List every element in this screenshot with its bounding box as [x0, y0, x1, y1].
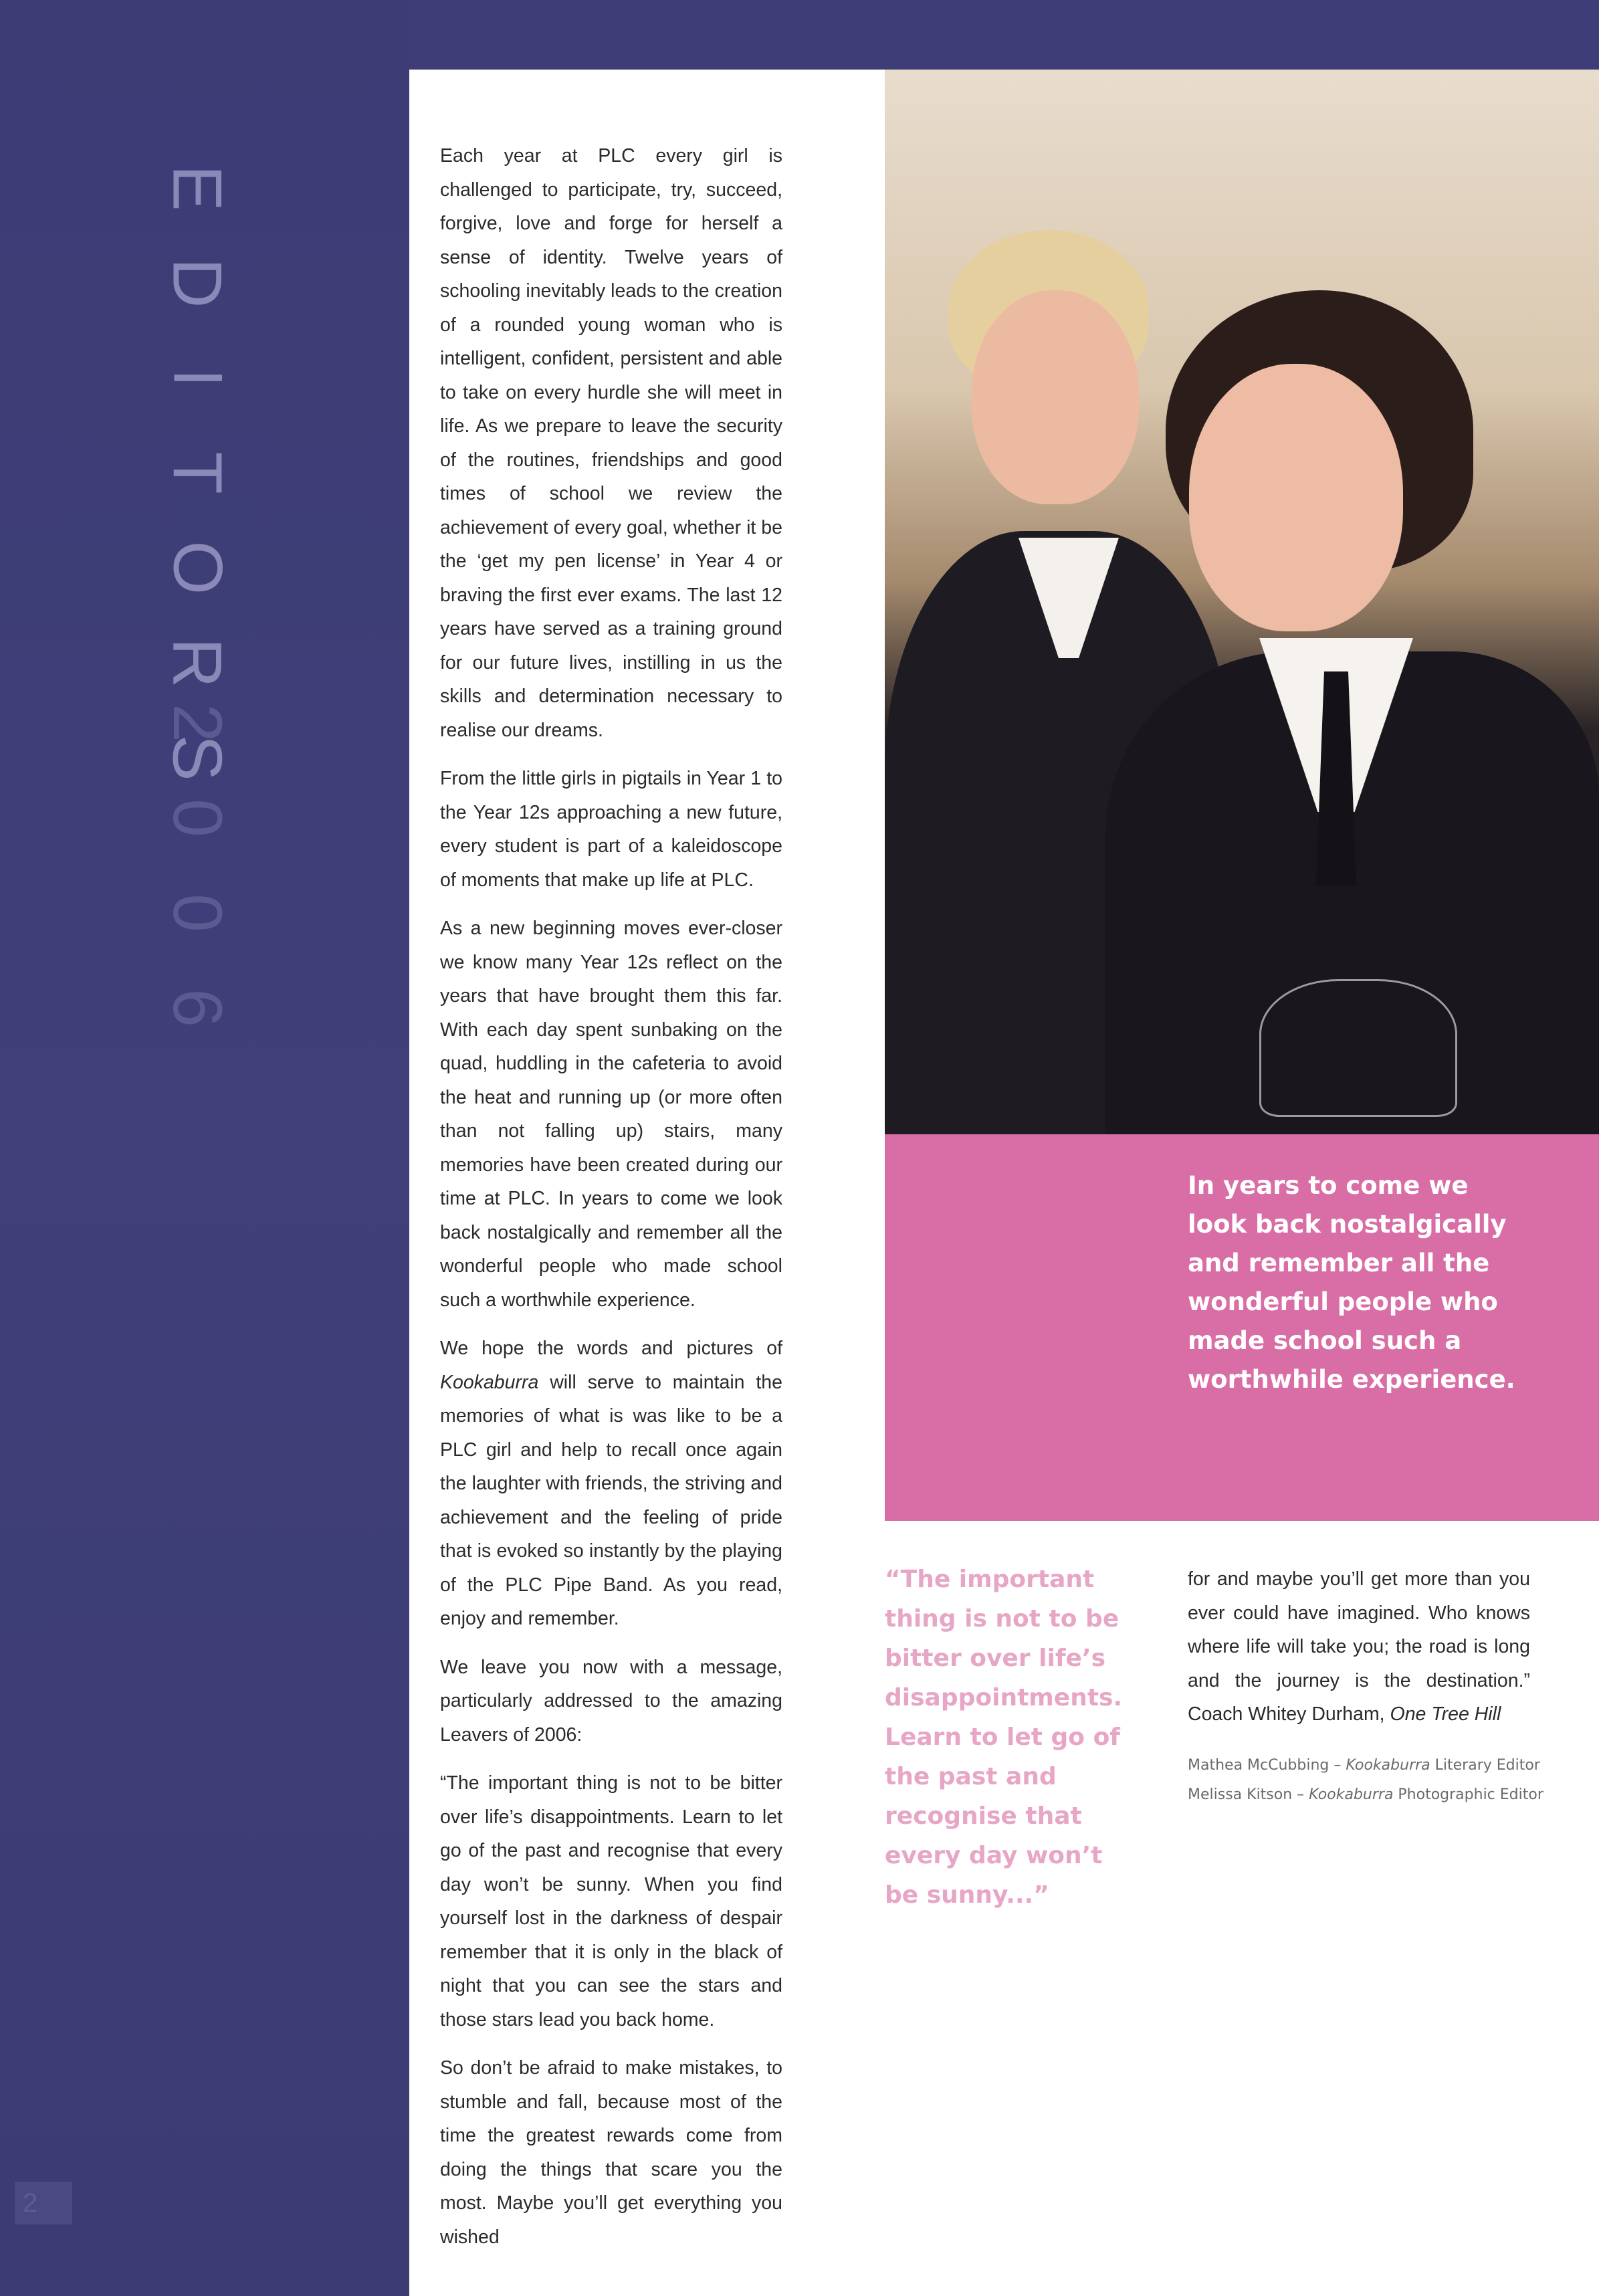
article-paragraph — [1188, 1562, 1530, 1732]
article-column-right — [1188, 1562, 1530, 1732]
credit-line — [1188, 1751, 1540, 1780]
title-letter: I — [158, 368, 236, 388]
article-paragraph: As a new beginning moves ever-closer we know many Year 12s reflect on the years that have brought them this far. With each day spent sunbaking on the quad, huddling in the cafeteria to avoid the heat and running up (or more often than not falling up) stairs, many memories have been created during our time at PLC. In years to come we look back nostalgically and remember all the wonderful people who made school such a worthwhile experience. — [440, 918, 782, 1311]
publication-name: Kookaburra — [1346, 1757, 1430, 1774]
article-paragraph: From the little girls in pigtails in Year 1 to the Year 12s approaching a new future, every student is part of a kaleidoscope of moments that make up life at PLC. — [440, 768, 782, 891]
photo-shape — [972, 290, 1139, 504]
article-paragraph: “The important thing is not to be bitter over life’s disappointments. Learn to let go of the past and recognise that every day won’t be sunny. When you find yourself lost in the darkness of despair remember that it is only in the black of night that you can see the stars and those stars lead you back home. — [440, 1772, 782, 2030]
text-run: for and maybe you’ll get more than you ever could have imagined. Who knows where life will take you; the road is long and the journey is the destination.” Coach Whitey Durham, — [1188, 1568, 1530, 1725]
show-title: One Tree Hill — [1390, 1703, 1501, 1725]
article-paragraph: Each year at PLC every girl is challenged to participate, try, succeed, forgive, love and forge for herself a sense of identity. Twelve years of schooling inevitably leads to the creation of a rounded young woman who is intelligent, confident, persistent and able to take on every hurdle she will meet in life. As we prepare to leave the security of the routines, friendships and good times of school we review the achievement of every goal, whether it be the ‘get my pen license’ in Year 4 or braving the first ever exams. The last 12 years have served as a training ground for our future lives, instilling in us the skills and determination necessary to realise our dreams. — [440, 145, 782, 741]
credit-name: Melissa Kitson – — [1188, 1786, 1309, 1803]
credit-line — [1188, 1780, 1543, 1810]
blazer-badge — [1259, 979, 1457, 1117]
publication-name: Kookaburra — [440, 1371, 539, 1393]
credit-role: Literary Editor — [1430, 1757, 1540, 1774]
title-letter: D — [158, 257, 236, 308]
title-letter: T — [158, 451, 236, 494]
publication-name: Kookaburra — [1309, 1786, 1394, 1803]
editors-photo — [885, 70, 1599, 1134]
article-column-left — [440, 139, 782, 2269]
title-letter: E — [158, 165, 236, 211]
photo-shape — [1189, 364, 1403, 631]
article-paragraph: So don’t be afraid to make mistakes, to stumble and fall, because most of the time the greatest rewards come from doing the things that scare you the most. Maybe you’ll get everything you wished — [440, 2057, 782, 2248]
text-run: We hope the words and pictures of — [440, 1338, 782, 1359]
title-letter: S — [158, 734, 236, 781]
top-band — [409, 0, 1599, 70]
sidebar-year — [158, 675, 236, 1055]
year-digit: 0 — [158, 799, 236, 837]
year-digit: 2 — [158, 704, 236, 742]
editor-credits — [1188, 1751, 1543, 1810]
article-paragraph — [440, 1332, 782, 1636]
title-letter: O — [158, 540, 236, 595]
credit-role: Photographic Editor — [1393, 1786, 1543, 1803]
pink-quote-text: In years to come we look back nostalgically and remember all the wonderful people who made school such a worthwhile experience. — [1188, 1171, 1515, 1394]
title-letter: R — [158, 637, 236, 688]
article-paragraph: We leave you now with a message, particularly addressed to the amazing Leavers of 2006: — [440, 1656, 782, 1746]
credit-name: Mathea McCubbing – — [1188, 1757, 1346, 1774]
page-number: 2 — [15, 2182, 72, 2224]
year-digit: 6 — [158, 988, 236, 1027]
pull-quote: “The important thing is not to be bitter over life’s disappointments. Learn to let go of the past and recognise that every day won’t be sunny...” — [885, 1566, 1123, 1909]
text-run: will serve to maintain the memories of what is was like to be a PLC girl and help to recall once again the laughter with friends, the striving and achievement and the feeling of pride that is evoked so instantly by the playing of the PLC Pipe Band. As you read, enjoy and remember. — [440, 1371, 782, 1629]
year-digit: 0 — [158, 894, 236, 932]
